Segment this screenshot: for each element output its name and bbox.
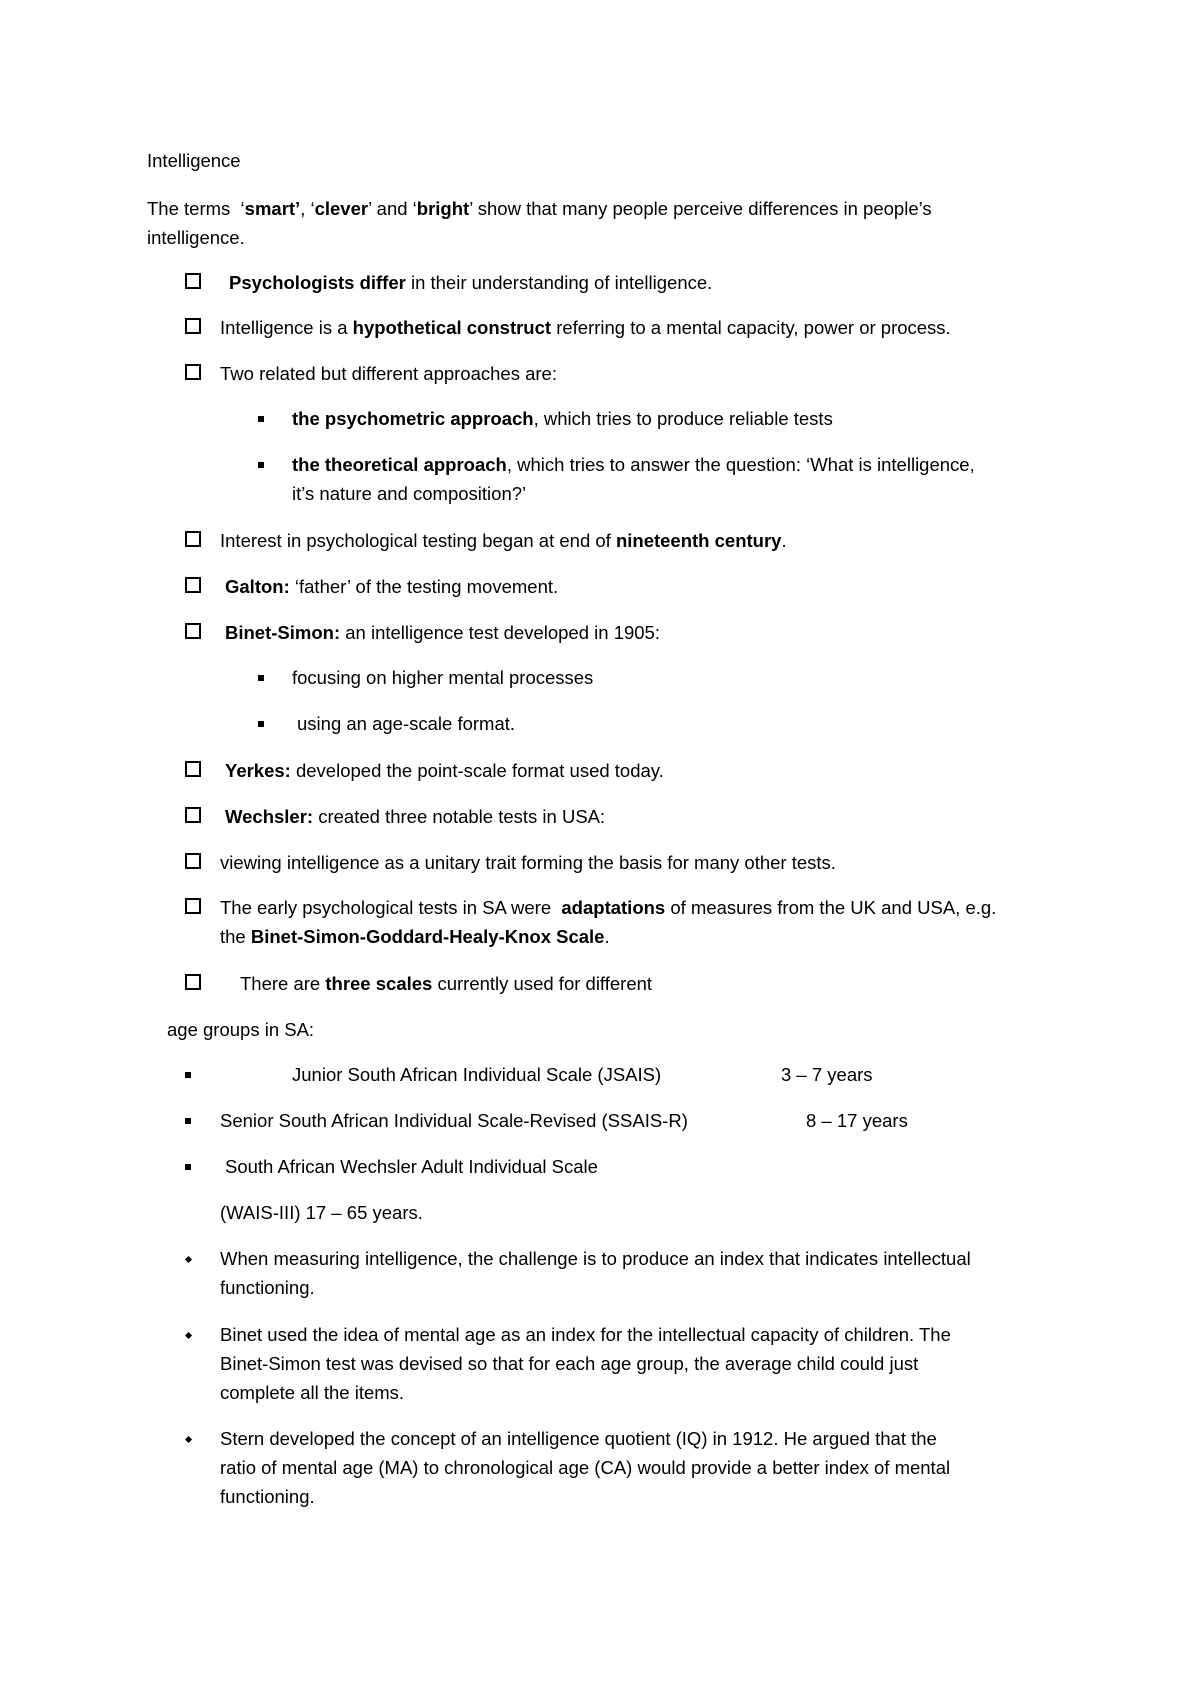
square-bullet-icon — [258, 416, 264, 422]
scale-jsais-ages: 3 – 7 years — [781, 1064, 873, 1085]
checkbox-icon — [185, 273, 201, 289]
subitem-higher-mental: focusing on higher mental processes — [292, 667, 594, 688]
checkbox-icon — [185, 623, 201, 639]
item-yerkes: Yerkes: developed the point-scale format used today. — [225, 760, 664, 781]
item-three-scales: There are three scales currently used for different — [240, 973, 653, 994]
item-interest-testing: Interest in psychological testing began at end of nineteenth century. — [220, 530, 787, 551]
point-stern-line-1: Stern developed the concept of an intelligence quotient (IQ) in 1912. He argued that the — [220, 1428, 937, 1449]
item-unitary-trait: viewing intelligence as a unitary trait forming the basis for many other tests. — [220, 852, 836, 873]
subitem-age-scale: using an age-scale format. — [297, 713, 516, 734]
checkbox-icon — [185, 853, 201, 869]
point-measuring-line-2: functioning. — [220, 1277, 315, 1298]
point-binet-line-3: complete all the items. — [220, 1382, 405, 1403]
checkbox-icon — [185, 364, 201, 380]
item-binet-simon: Binet-Simon: an intelligence test developed in 1905: — [225, 622, 660, 643]
item-early-tests: The early psychological tests in SA were adaptations of measures from the UK and USA, e.g. — [220, 897, 997, 918]
point-stern-line-2: ratio of mental age (MA) to chronological age (CA) would provide a better index of mental — [220, 1457, 951, 1478]
scale-ssais-ages: 8 – 17 years — [806, 1110, 908, 1131]
intro-line-1: The terms ‘smart’, ‘clever’ and ‘bright’ show that many people perceive differences in people’s — [147, 198, 932, 219]
point-stern-line-3: functioning. — [220, 1486, 315, 1507]
checkbox-icon — [185, 898, 201, 914]
scale-wais-ages: (WAIS-III) 17 – 65 years. — [220, 1202, 423, 1223]
square-bullet-icon — [258, 462, 264, 468]
diamond-bullet-icon — [185, 1436, 192, 1443]
scale-jsais-name: Junior South African Individual Scale (JSAIS) — [292, 1064, 662, 1085]
subitem-psychometric: the psychometric approach, which tries to produce reliable tests — [292, 408, 833, 429]
checkbox-icon — [185, 761, 201, 777]
diamond-bullet-icon — [185, 1332, 192, 1339]
item-early-tests-line-2: the Binet-Simon-Goddard-Healy-Knox Scale. — [220, 926, 610, 947]
square-bullet-icon — [258, 721, 264, 727]
square-bullet-icon — [185, 1118, 191, 1124]
checkbox-icon — [185, 577, 201, 593]
checkbox-icon — [185, 531, 201, 547]
square-bullet-icon — [185, 1164, 191, 1170]
square-bullet-icon — [258, 675, 264, 681]
square-bullet-icon — [185, 1072, 191, 1078]
item-galton: Galton: ‘father’ of the testing movement. — [225, 576, 559, 597]
point-binet-line-1: Binet used the idea of mental age as an index for the intellectual capacity of children. The — [220, 1324, 951, 1345]
item-wechsler: Wechsler: created three notable tests in USA: — [225, 806, 606, 827]
checkbox-icon — [185, 974, 201, 990]
checkbox-icon — [185, 318, 201, 334]
item-approaches: Two related but different approaches are: — [220, 363, 557, 384]
point-measuring-line-1: When measuring intelligence, the challenge is to produce an index that indicates intellectual — [220, 1248, 971, 1269]
checkbox-icon — [185, 807, 201, 823]
subitem-theoretical-line-2: it’s nature and composition?’ — [292, 483, 527, 504]
document-title: Intelligence — [147, 150, 241, 171]
item-psychologists: Psychologists differ in their understanding of intelligence. — [229, 272, 713, 293]
age-groups-label: age groups in SA: — [167, 1019, 315, 1040]
diamond-bullet-icon — [185, 1256, 192, 1263]
item-hypothetical-construct: Intelligence is a hypothetical construct referring to a mental capacity, power or process. — [220, 317, 951, 338]
point-binet-line-2: Binet-Simon test was devised so that for each age group, the average child could just — [220, 1353, 919, 1374]
scale-ssais-name: Senior South African Individual Scale-Revised (SSAIS-R) — [220, 1110, 688, 1131]
intro-line-2: intelligence. — [147, 227, 245, 248]
subitem-theoretical: the theoretical approach, which tries to answer the question: ‘What is intelligence, — [292, 454, 975, 475]
scale-wais-name: South African Wechsler Adult Individual Scale — [225, 1156, 598, 1177]
